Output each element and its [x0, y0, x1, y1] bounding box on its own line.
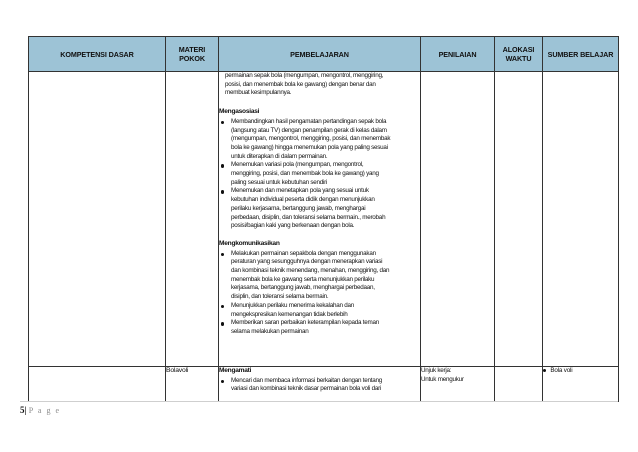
list-line: menggiring, posisi, dan menembak bola ke gawang) yang [231, 170, 379, 178]
list-line: variasi dan kombinasi teknik dasar permainan bola voli dari [231, 385, 382, 393]
kompetensi-cell [29, 72, 166, 367]
list-item [219, 161, 420, 187]
list-item [219, 319, 420, 336]
continuation-line: membuat kesimpulannya. [225, 89, 292, 97]
pembelajaran-cell [219, 72, 421, 367]
table-header-row [29, 37, 619, 72]
continuation-line: posisi, dan menembak bola ke gawang) dengan benar dan [225, 80, 376, 88]
section-title-mengasosiasi: Mengasosiasi [219, 108, 260, 116]
continuation-line: permainan sepak bola (mengumpan, mengontrol, menggiring, [225, 72, 384, 79]
header-kompetensi-dasar: KOMPETENSI DASAR [29, 37, 166, 72]
list-line: menembak bola ke gawang serta menunjukkan perilaku [231, 275, 375, 283]
list-line: perilaku kerjasama, bertanggung jawab, menghargai [231, 204, 366, 212]
kompetensi-cell [29, 367, 166, 402]
list-line: peraturan yang sesungguhnya dengan menerapkan variasi [231, 258, 383, 266]
header-materi-pokok [166, 37, 219, 72]
list-line: Memberikan saran perbaikan keterampilan kepada teman [231, 319, 380, 327]
header-materi-line-1: MATERI [178, 45, 206, 54]
penilaian-cell [421, 367, 495, 402]
header-alokasi-line-2: WAKTU [505, 54, 532, 63]
bullet-dot-icon [543, 369, 546, 372]
mengamati-list [219, 377, 420, 394]
list-line: Melakukan permainan sepakbola dengan menggunakan [231, 249, 376, 257]
penilaian-line: Untuk mengukur [421, 375, 464, 383]
materi-cell [166, 72, 219, 367]
sumber-bola-voli: Bola voli [550, 367, 573, 374]
table-row [29, 367, 619, 402]
list-line: mengekspresikan kemenangan tidak berlebih [231, 310, 348, 318]
page-number: 5 [20, 405, 25, 415]
footer-separator: | [24, 405, 27, 415]
section-title-mengkomunikasikan: Mengkomunikasikan [219, 239, 280, 247]
header-penilaian: PENILAIAN [421, 37, 495, 72]
list-line: Menunjukkan perilaku menerima kekalahan dan [231, 301, 354, 309]
list-line: dan kombinasi teknik menendang, menahan, menggiring, dan [231, 267, 390, 275]
materi-bolavoli: Bolavoli [166, 367, 219, 402]
header-alokasi-waktu [495, 37, 543, 72]
header-pembelajaran: PEMBELAJARAN [219, 37, 421, 72]
header-materi-line-2: POKOK [179, 54, 205, 63]
header-sumber-belajar: SUMBER BELAJAR [543, 37, 619, 72]
list-item [219, 302, 420, 319]
list-line: bola ke gawang) hingga menemukan pola yang paling sesuai [231, 143, 388, 151]
lesson-plan-table [28, 36, 619, 402]
list-line: (mengumpan, mengontrol, menggiring, posisi, dan menembak [231, 135, 391, 143]
sumber-cell [543, 72, 619, 367]
mengasosiasi-list [219, 118, 420, 231]
continuation-text [219, 72, 420, 98]
list-line: perbedaan, disiplin, dan toleransi selama bermain., merobah [231, 213, 386, 221]
footer-divider [20, 401, 618, 402]
alokasi-cell [495, 367, 543, 402]
list-line: posisi/bagian kaki yang berkenaan dengan bola. [231, 222, 355, 230]
list-item [219, 377, 420, 394]
list-line: Membandingkan hasil pengamatan pertandingan sepak bola [231, 117, 387, 125]
list-line: untuk diterapkan di dalam permainan. [231, 152, 328, 160]
page-label: P a g e [28, 406, 61, 415]
list-line: paling sesuai untuk kebutuhan sendiri [231, 178, 328, 186]
mengkomunikasikan-list [219, 250, 420, 337]
list-line: Mencari dan membaca informasi berkaitan dengan tentang [231, 376, 383, 384]
list-line: kerjasama, bertanggung jawab, menghargai perbedaan, [231, 284, 375, 292]
list-line: selama melakukan permainan [231, 327, 309, 335]
alokasi-cell [495, 72, 543, 367]
sumber-cell [543, 367, 619, 402]
header-alokasi-line-1: ALOKASI [502, 45, 535, 54]
list-line: kebutuhan individual peserta didik dengan menunjukkan [231, 196, 375, 204]
list-item [219, 250, 420, 302]
list-line: (langsung atau TV) dengan penampilan gerak di kelas dalam [231, 126, 387, 134]
penilaian-cell [421, 72, 495, 367]
penilaian-line: Unjuk kerja: [421, 367, 452, 374]
page-footer [20, 405, 61, 415]
pembelajaran-cell [219, 367, 421, 402]
list-item [219, 187, 420, 231]
list-item [219, 118, 420, 162]
list-line: disiplin, dan toleransi selama bermain. [231, 293, 329, 301]
table-row [29, 72, 619, 367]
section-title-mengamati: Mengamati [219, 367, 252, 374]
list-line: Menemukan dan menetapkan pola yang sesuai untuk [231, 187, 369, 195]
list-line: Menemukan variasi pola (mengumpan, mengontrol, [231, 161, 364, 169]
